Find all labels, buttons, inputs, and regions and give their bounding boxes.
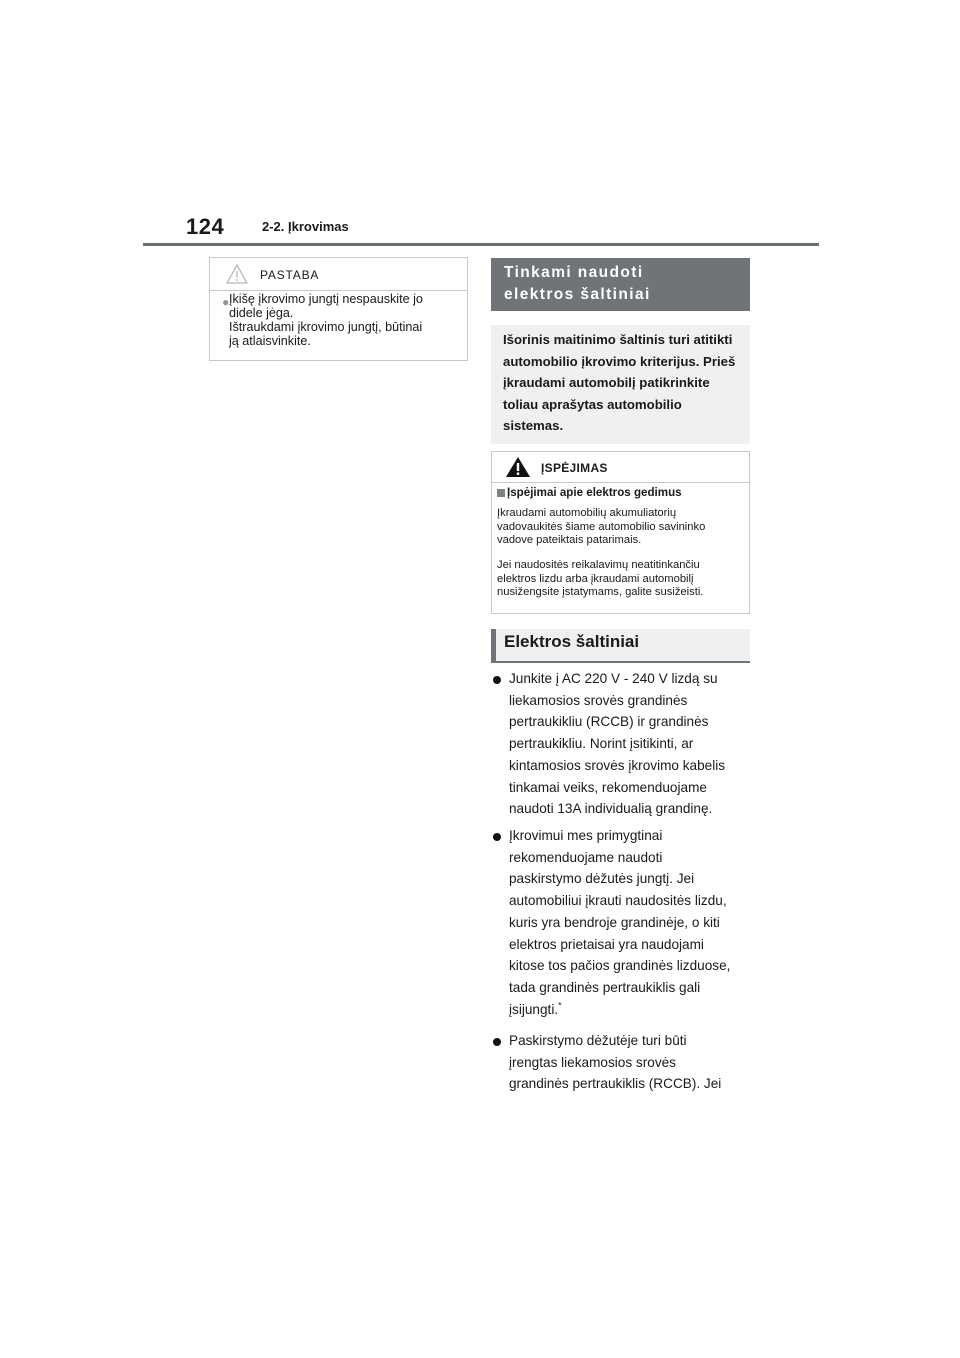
section-title: 2-2. Įkrovimas [262,219,349,234]
header-divider [143,243,819,246]
list-item-text-body: Įkrovimui mes primygtinai rekomenduojame naudoti paskirstymo dėžutės jungtį. Jei automobiliui įkrauti naudositės lizdu, kuris yra bendroje grandinėje, o kiti elektros prietaisai yra naudojami kitose tos pačios grandinės lizduose, tada grandinės pertraukiklis gali įsijungti. [509,828,731,1017]
intro-box [491,325,750,444]
page-number: 124 [186,214,225,239]
list-item [491,825,753,1030]
caution-triangle-outline-icon [226,264,248,284]
section-heading-banner [491,258,750,311]
warning-divider [492,482,749,483]
section-heading-text: Tinkami naudoti elektros šaltiniai [504,264,651,303]
warning-paragraph: Įkraudami automobilių akumuliatorių vadovaukitės šiame automobilio savininko vadove pateiktais patarimais. [497,507,706,546]
warning-box [491,451,750,614]
bullet-dot-icon [493,676,501,684]
list-item-text [509,825,754,1020]
warning-title: ĮSPĖJIMAS [541,461,608,475]
note-paragraph: Įkišę įkrovimo jungtį nespauskite jo didele jėga. Ištraukdami įkrovimo jungtį, būtinai ją atlaisvinkite. [229,292,423,348]
square-bullet-icon [497,489,505,497]
list-item-text: Junkite į AC 220 V - 240 V lizdą su liekamosios srovės grandinės pertraukikliu (RCCB) ir grandinės pertraukikliu. Norint įsitikinti, ar kintamosios srovės įkrovimo kabelis tinkamai veiks, rekomenduojame naudoti 13A individualią grandinę. [509,671,726,817]
warning-triangle-filled-icon [505,456,531,478]
note-divider [210,290,467,291]
list-item [491,668,753,823]
bullet-dot-icon [493,833,501,841]
warning-paragraph: Jei naudositės reikalavimų neatitinkančiu elektros lizdu arba įkraudami automobilį nusižengsite įstatymams, galite susižeisti. [497,559,704,598]
note-title: PASTABA [260,268,320,282]
note-title-row [210,264,467,284]
list-item-text: Paskirstymo dėžutėje turi būti įrengtas liekamosios srovės grandinės pertraukiklis (RCCB). Jei [509,1033,722,1092]
intro-text: Išorinis maitinimo šaltinis turi atitikti automobilio įkrovimo kriterijus. Prieš įkraudami automobilį patikrinkite toliau aprašytas automobilio sistemas. [503,332,736,434]
subsection-heading [491,629,750,663]
bullet-dot-icon [493,1038,501,1046]
footnote-mark: * [558,1000,562,1011]
subsection-heading-text: Elektros šaltiniai [504,632,640,651]
note-box [209,257,468,361]
warning-subtitle: Įspėjimai apie elektros gedimus [507,486,682,499]
list-item [491,1030,753,1100]
note-text [229,292,465,348]
note-bullet-icon: ● [222,295,230,309]
